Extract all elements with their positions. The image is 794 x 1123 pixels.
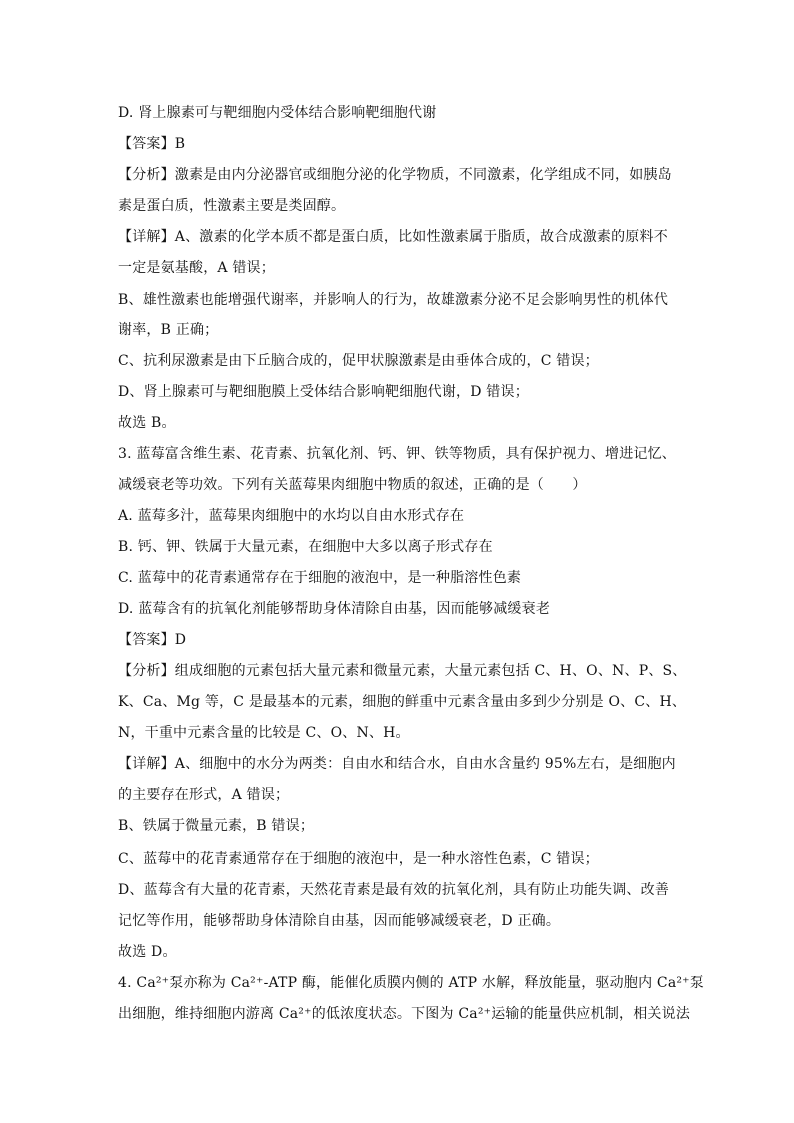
answer-line: 【答案】B	[118, 136, 186, 152]
q3-detail-a-line-cont: 的主要存在形式，A 错误；	[118, 787, 290, 803]
detail-d-line: D、肾上腺素可与靶细胞膜上受体结合影响靶细胞代谢，D 错误；	[118, 384, 529, 400]
q3-option-a: A. 蓝莓多汁，蓝莓果肉细胞中的水均以自由水形式存在	[118, 508, 465, 524]
q3-choice-line: 故选 D。	[118, 944, 177, 960]
detail-b-line-cont: 谢率，B 正确；	[118, 322, 219, 338]
option-d-line: D. 肾上腺素可与靶细胞内受体结合影响靶细胞代谢	[118, 105, 437, 121]
q3-detail-a-line: 【详解】A、细胞中的水分为两类：自由水和结合水，自由水含量约 95%左右，是细胞内	[118, 756, 676, 772]
q3-option-b: B. 钙、钾、铁属于大量元素，在细胞中大多以离子形式存在	[118, 539, 493, 555]
analysis-line-cont: 素是蛋白质，性激素主要是类固醇。	[118, 198, 346, 214]
q3-analysis-line: 【分析】组成细胞的元素包括大量元素和微量元素，大量元素包括 C、H、O、N、P、S、	[118, 663, 687, 679]
question-4-line-cont: 出细胞，维持细胞内游离 Ca²⁺的低浓度状态。下图为 Ca²⁺运输的能量供应机制，相关说法	[118, 1006, 691, 1022]
q3-option-c: C. 蓝莓中的花青素通常存在于细胞的液泡中，是一种脂溶性色素	[118, 570, 522, 586]
q3-option-d: D. 蓝莓含有的抗氧化剂能够帮助身体清除自由基，因而能够减缓衰老	[118, 601, 551, 617]
question-4-line: 4. Ca²⁺泵亦称为 Ca²⁺-ATP 酶，能催化质膜内侧的 ATP 水解，释放能量，驱动胞内 Ca²⁺泵	[118, 975, 704, 991]
detail-line: 【详解】A、激素的化学本质不都是蛋白质，比如性激素属于脂质，故合成激素的原料不	[118, 229, 668, 245]
detail-c-line: C、抗利尿激素是由下丘脑合成的，促甲状腺激素是由垂体合成的，C 错误；	[118, 353, 599, 369]
q3-answer-line: 【答案】D	[118, 632, 187, 648]
detail-b-line: B、雄性激素也能增强代谢率，并影响人的行为，故雄激素分泌不足会影响男性的机体代	[118, 292, 669, 308]
q3-analysis-line-2: K、Ca、Mg 等，C 是最基本的元素，细胞的鲜重中元素含量由多到少分别是 O、C、H、	[118, 694, 687, 710]
q3-detail-d-line: D、蓝莓含有大量的花青素，天然花青素是最有效的抗氧化剂，具有防止功能失调、改善	[118, 882, 670, 898]
q3-analysis-line-3: N，干重中元素含量的比较是 C、O、N、H。	[118, 725, 410, 741]
question-3-line: 3. 蓝莓富含维生素、花青素、抗氧化剂、钙、钾、铁等物质，具有保护视力、增进记忆、	[118, 446, 677, 462]
question-3-line-cont: 减缓衰老等功效。下列有关蓝莓果肉细胞中物质的叙述，正确的是（ ）	[118, 477, 587, 493]
q3-detail-d-line-cont: 记忆等作用，能够帮助身体清除自由基，因而能够减缓衰老，D 正确。	[118, 913, 561, 929]
analysis-line: 【分析】激素是由内分泌器官或细胞分泌的化学物质，不同激素，化学组成不同，如胰岛	[118, 167, 672, 183]
choice-line: 故选 B。	[118, 415, 176, 431]
detail-line-cont: 一定是氨基酸，A 错误；	[118, 260, 275, 276]
q3-detail-c-line: C、蓝莓中的花青素通常存在于细胞的液泡中，是一种水溶性色素，C 错误；	[118, 851, 599, 867]
q3-detail-b-line: B、铁属于微量元素，B 错误；	[118, 818, 315, 834]
